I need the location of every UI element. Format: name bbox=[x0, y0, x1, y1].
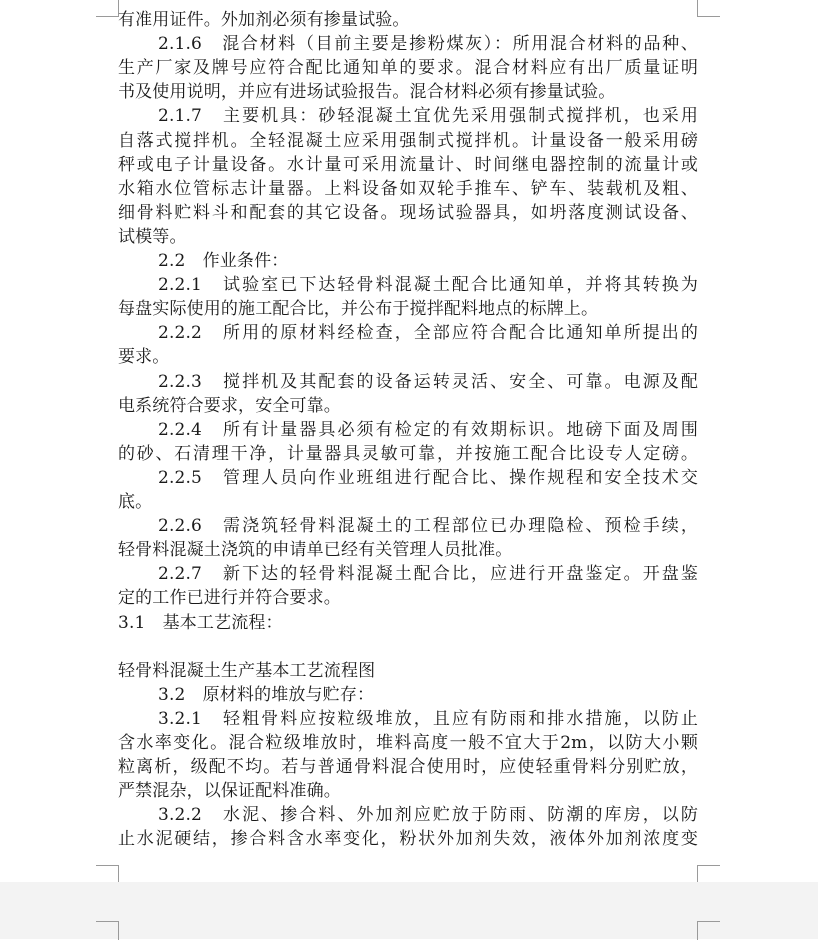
text-line: 2.2.6 需浇筑轻骨料混凝土的工程部位已办理隐检、预检手续， bbox=[158, 516, 698, 537]
crop-mark-bottom-left bbox=[96, 865, 119, 882]
text-line: 底。 bbox=[118, 492, 153, 512]
text-line: 2.2.1 试验室已下达轻骨料混凝土配合比通知单，并将其转换为 bbox=[158, 275, 698, 296]
text-line: 2.2.3 搅拌机及其配套的设备运转灵活、安全、可靠。电源及配 bbox=[158, 371, 698, 392]
text-line: 2.2.4 所有计量器具必须有检定的有效期标识。地磅下面及周围 bbox=[158, 419, 698, 440]
text-line: 粒离析，级配不均。若与普通骨料混合使用时，应使轻重骨料分别贮放， bbox=[118, 757, 698, 778]
crop-mark-top-right bbox=[697, 0, 720, 17]
text-line: 生产厂家及牌号应符合配比通知单的要求。混合材料应有出厂质量证明 bbox=[118, 58, 698, 79]
text-line: 含水率变化。混合粒级堆放时，堆料高度一般不宜大于2m，以防大小颗 bbox=[118, 733, 698, 753]
text-line: 轻骨料混凝土浇筑的申请单已经有关管理人员批准。 bbox=[118, 540, 513, 561]
text-line: 定的工作已进行并符合要求。 bbox=[118, 588, 341, 609]
text-line: 2.1.6 混合材料（目前主要是掺粉煤灰）：所用混合材料的品种、 bbox=[158, 34, 698, 55]
text-line: 2.2.5 管理人员向作业班组进行配合比、操作规程和安全技术交 bbox=[158, 467, 698, 488]
text-line: 自落式搅拌机。全轻混凝土应采用强制式搅拌机。计量设备一般采用磅 bbox=[118, 130, 698, 151]
text-line: 每盘实际使用的施工配合比，并公布于搅拌配料地点的标牌上。 bbox=[118, 299, 599, 320]
page-gap bbox=[0, 882, 818, 939]
text-line: 有准用证件。外加剂必须有掺量试验。 bbox=[118, 10, 410, 30]
text-line: 2.1.7 主要机具：砂轻混凝土宜优先采用强制式搅拌机，也采用 bbox=[158, 106, 698, 127]
crop-mark-next-top-right bbox=[697, 921, 720, 940]
text-line: 书及使用说明，并应有进场试验报告。混合材料必须有掺量试验。 bbox=[118, 82, 616, 103]
text-line: 2.2.2 所用的原材料经检查，全部应符合配合比通知单所提出的 bbox=[158, 323, 698, 344]
text-line: 3.2 原材料的堆放与贮存： bbox=[158, 684, 375, 705]
text-line: 电系统符合要求，安全可靠。 bbox=[118, 395, 341, 416]
text-line: 2.2 作业条件： bbox=[158, 251, 289, 271]
text-line: 要求。 bbox=[118, 347, 170, 368]
crop-mark-top-left bbox=[96, 0, 119, 17]
text-line: 水箱水位管标志计量器。上料设备如双轮手推车、铲车、装载机及粗、 bbox=[118, 178, 698, 199]
text-line: 轻骨料混凝土生产基本工艺流程图 bbox=[118, 660, 376, 681]
crop-mark-next-top-left bbox=[96, 921, 119, 940]
text-line: 3.2.1 轻粗骨料应按粒级堆放，且应有防雨和排水措施，以防止 bbox=[158, 708, 698, 729]
crop-mark-bottom-right bbox=[697, 865, 720, 882]
text-line: 3.1 基本工艺流程： bbox=[118, 612, 283, 633]
text-line: 试模等。 bbox=[118, 226, 187, 247]
text-line: 细骨料贮料斗和配套的其它设备。现场试验器具，如坍落度测试设备、 bbox=[118, 202, 698, 223]
text-line: 秤或电子计量设备。水计量可采用流量计、时间继电器控制的流量计或 bbox=[118, 154, 698, 175]
text-line: 的砂、石清理干净，计量器具灵敏可靠，并按施工配合比设专人定磅。 bbox=[118, 443, 698, 464]
text-line: 2.2.7 新下达的轻骨料混凝土配合比，应进行开盘鉴定。开盘鉴 bbox=[158, 564, 698, 585]
text-line: 严禁混杂，以保证配料准确。 bbox=[118, 781, 341, 802]
text-line: 3.2.2 水泥、掺合料、外加剂应贮放于防雨、防潮的库房，以防 bbox=[158, 805, 698, 826]
text-line: 止水泥硬结，掺合料含水率变化，粉状外加剂失效，液体外加剂浓度变 bbox=[118, 829, 698, 850]
